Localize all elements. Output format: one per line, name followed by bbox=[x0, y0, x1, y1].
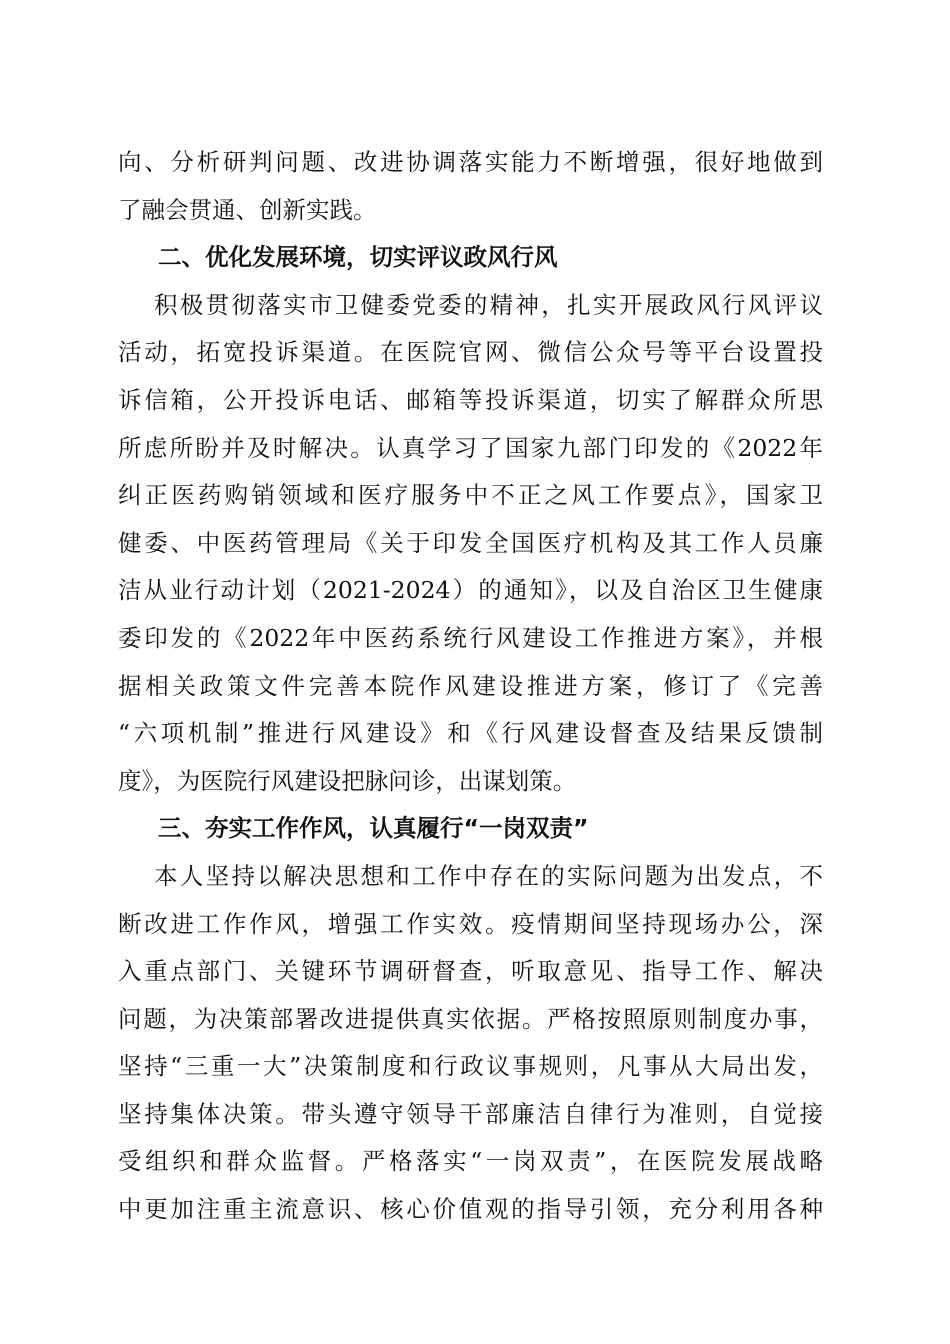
text-line: 积极贯彻落实市卫健委党委的精神，扎实开展政风行风评议 bbox=[154, 290, 823, 319]
text-line: 断改进工作作风，增强工作实效。疫情期间坚持现场办公，深 bbox=[118, 909, 823, 938]
text-line: 坚持“三重一大”决策制度和行政议事规则，凡事从大局出发， bbox=[118, 1052, 823, 1081]
document-page bbox=[118, 139, 823, 1234]
text-line: 活动，拓宽投诉渠道。在医院官网、微信公众号等平台设置投 bbox=[118, 338, 823, 367]
text-line: 坚持集体决策。带头遵守领导干部廉洁自律行为准则，自觉接 bbox=[118, 1099, 823, 1128]
text-line: 委印发的《2022年中医药系统行风建设工作推进方案》，并根 bbox=[118, 623, 823, 652]
text-line: “六项机制”推进行风建设》和《行风建设督查及结果反馈制 bbox=[118, 719, 823, 748]
text-line: 入重点部门、关键环节调研督查，听取意见、指导工作、解决 bbox=[118, 957, 823, 986]
text-line: 受组织和群众监督。严格落实“一岗双责”，在医院发展战略 bbox=[118, 1147, 823, 1176]
text-line: 健委、中医药管理局《关于印发全国医疗机构及其工作人员廉 bbox=[118, 528, 823, 557]
text-line: 度》，为医院行风建设把脉问诊，出谋划策。 bbox=[118, 766, 577, 795]
text-line: 问题，为决策部署改进提供真实依据。严格按照原则制度办事， bbox=[118, 1004, 823, 1033]
section-heading: 三、夯实工作作风，认真履行“一岗双责” bbox=[158, 814, 589, 843]
section-heading: 二、优化发展环境，切实评议政风行风 bbox=[158, 243, 558, 272]
text-line: 诉信箱，公开投诉电话、邮箱等投诉渠道，切实了解群众所思 bbox=[118, 385, 823, 414]
text-line: 向、分析研判问题、改进协调落实能力不断增强，很好地做到 bbox=[118, 148, 823, 176]
text-line: 纠正医药购销领域和医疗服务中不正之风工作要点》，国家卫 bbox=[118, 481, 823, 510]
text-line: 据相关政策文件完善本院作风建设推进方案，修订了《完善 bbox=[118, 671, 823, 700]
text-line: 洁从业行动计划（2021-2024）的通知》，以及自治区卫生健康 bbox=[118, 576, 823, 605]
text-line: 所虑所盼并及时解决。认真学习了国家九部门印发的《2022年 bbox=[118, 433, 823, 462]
text-line: 本人坚持以解决思想和工作中存在的实际问题为出发点，不 bbox=[154, 861, 823, 890]
text-line: 中更加注重主流意识、核心价值观的指导引领，充分利用各种 bbox=[118, 1195, 823, 1224]
text-line: 了融会贯通、创新实践。 bbox=[118, 195, 377, 224]
